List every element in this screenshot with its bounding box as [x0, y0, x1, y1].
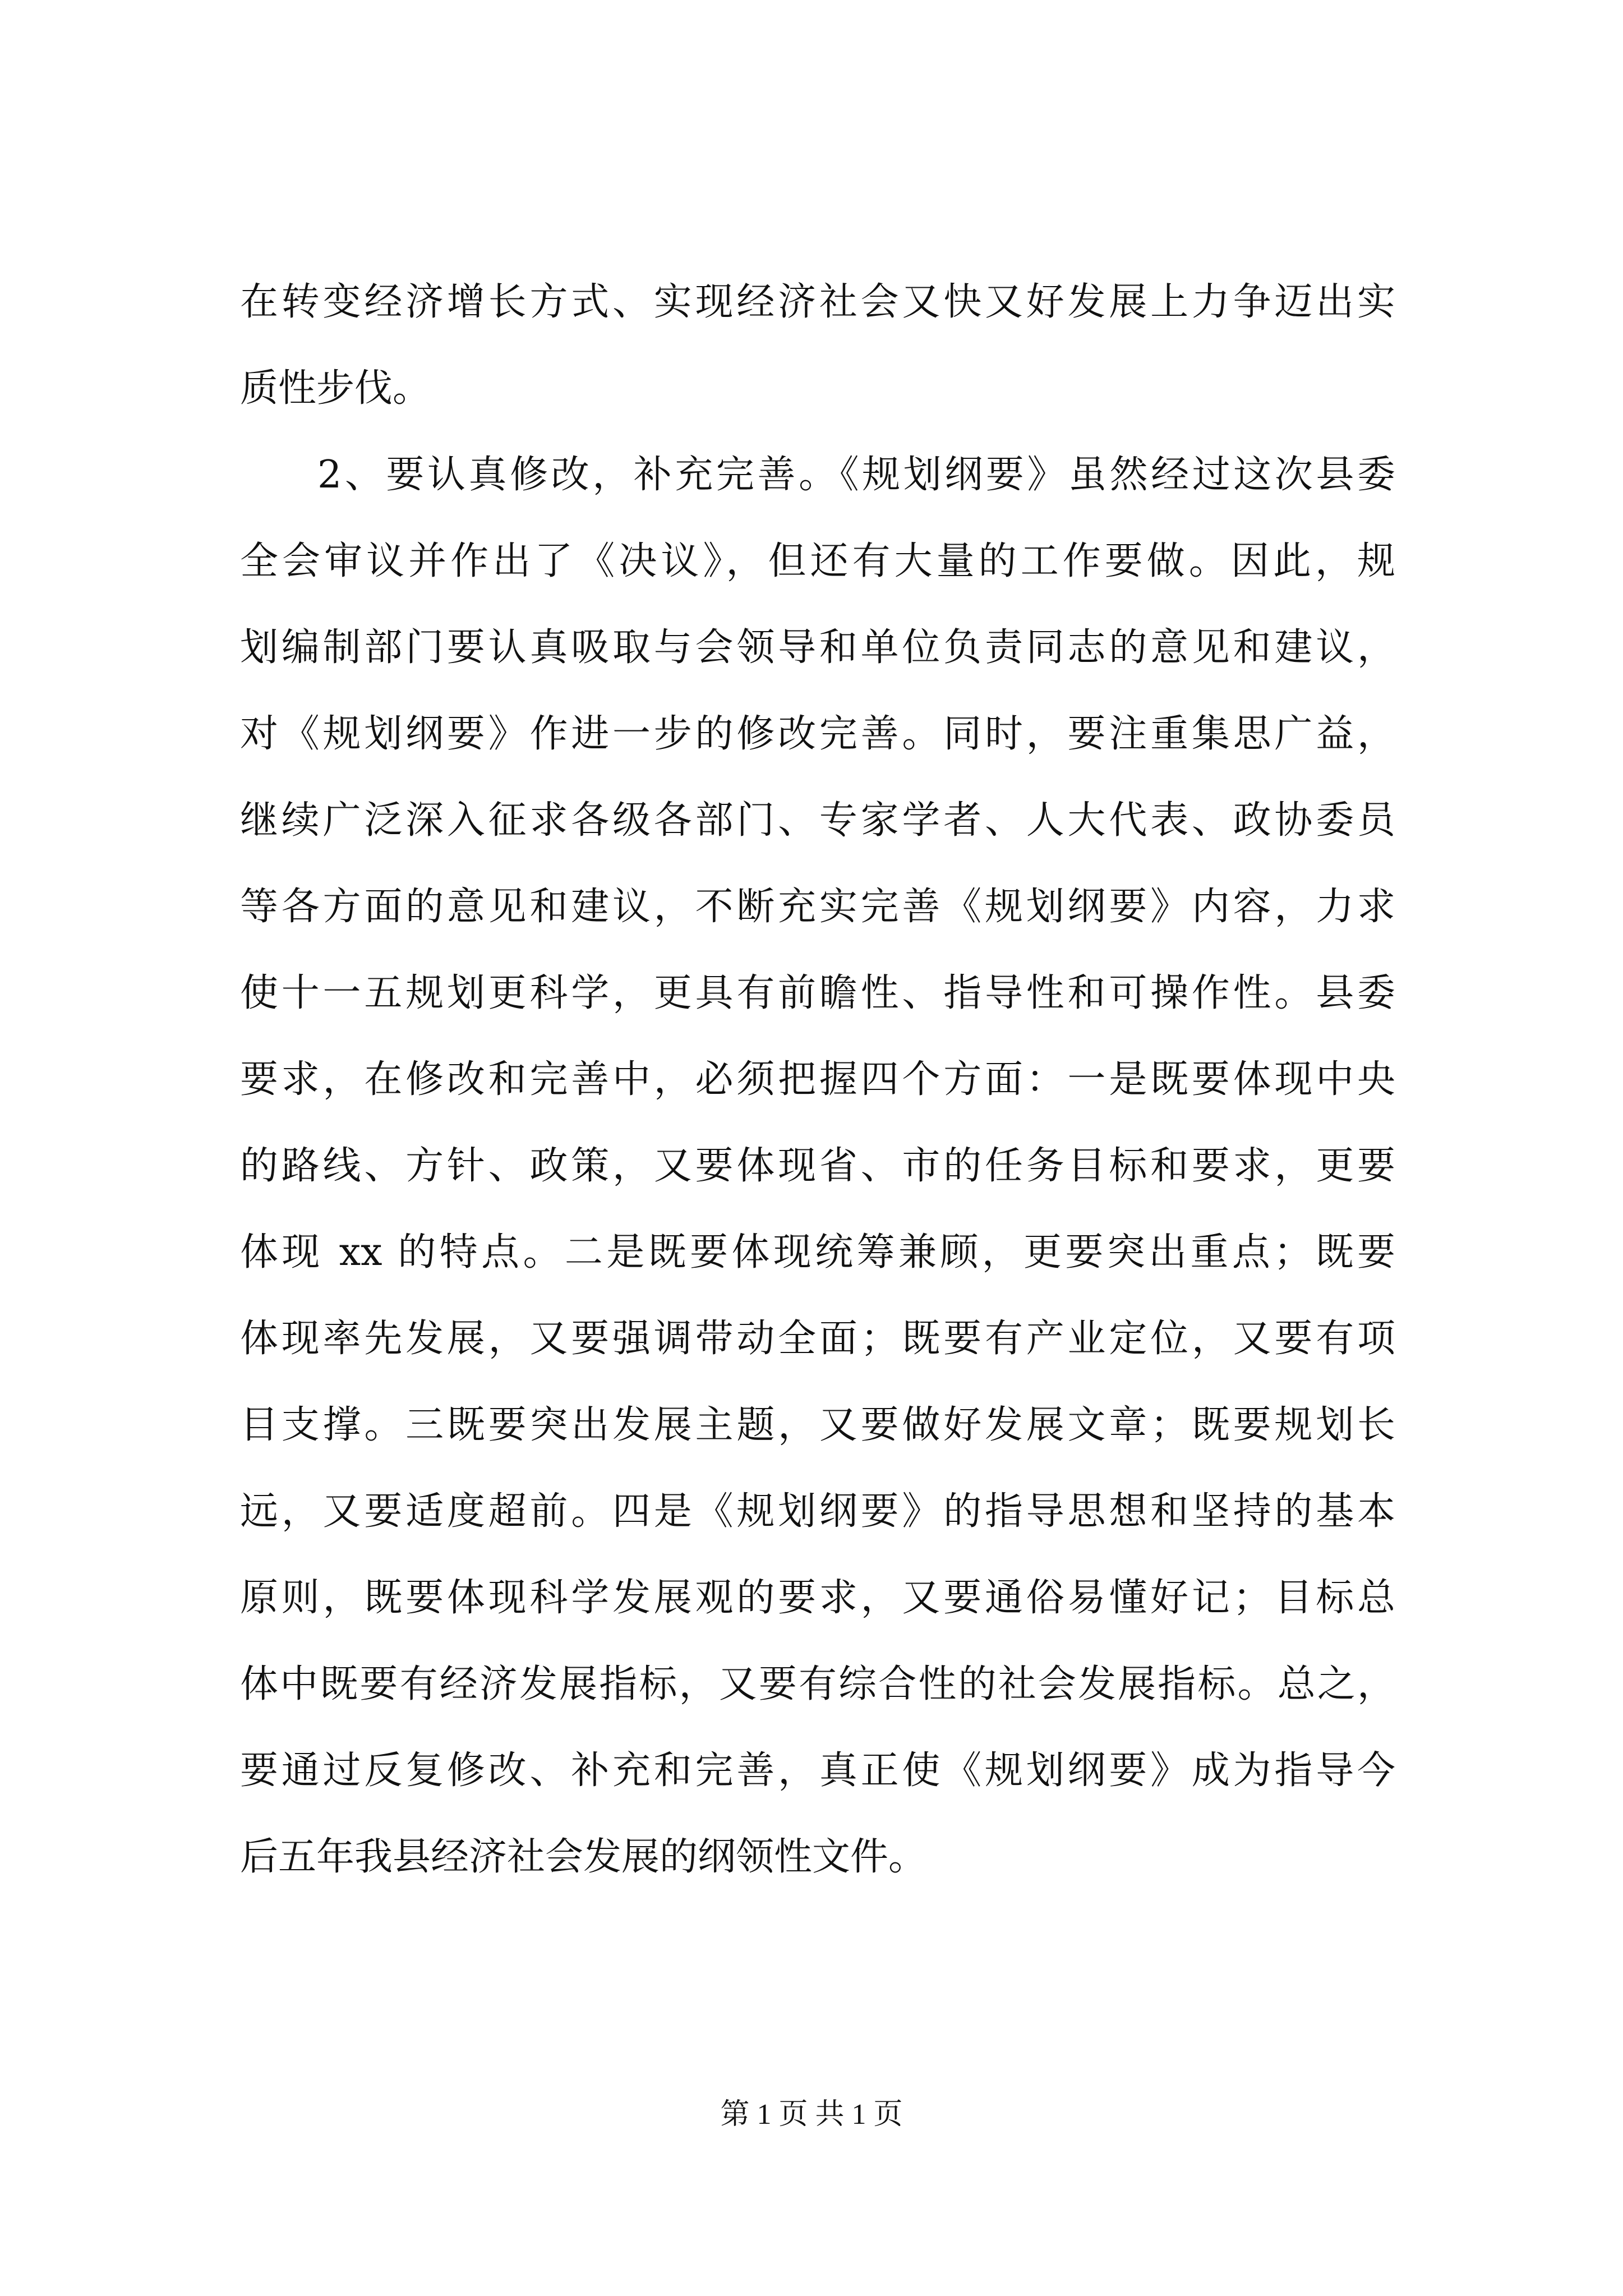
text-line: 要求，在修改和完善中，必须把握四个方面：一是既要体现中央 — [240, 1057, 1395, 1102]
text-line: 使十一五规划更科学，更具有前瞻性、指导性和可操作性。县委 — [240, 971, 1395, 1015]
text-line: 在转变经济增长方式、实现经济社会又快又好发展上力争迈出实 — [240, 280, 1395, 324]
text-line: 目支撑。三既要突出发展主题，又要做好发展文章；既要规划长 — [240, 1403, 1395, 1447]
page-number-footer: 第 1 页 共 1 页 — [720, 2099, 903, 2131]
text-line: 体中既要有经济发展指标，又要有综合性的社会发展指标。总之， — [240, 1662, 1395, 1706]
text-line: 的路线、方针、政策，又要体现省、市的任务目标和要求，更要 — [240, 1144, 1395, 1188]
text-line: 等各方面的意见和建议，不断充实完善《规划纲要》内容，力求 — [240, 885, 1395, 929]
text-line: 体现率先发展，又要强调带动全面；既要有产业定位，又要有项 — [240, 1317, 1395, 1361]
text-line: 质性步伐。 — [240, 366, 431, 411]
text-line: 远，又要适度超前。四是《规划纲要》的指导思想和坚持的基本 — [240, 1489, 1395, 1534]
text-line: 后五年我县经济社会发展的纲领性文件。 — [240, 1835, 927, 1879]
paragraph-first-line: 2、要认真修改，补充完善。《规划纲要》虽然经过这次县委 — [317, 453, 1395, 497]
text-line: 要通过反复修改、补充和完善，真正使《规划纲要》成为指导今 — [240, 1749, 1395, 1793]
text-line: 原则，既要体现科学发展观的要求，又要通俗易懂好记；目标总 — [240, 1576, 1395, 1620]
text-line: 体现 xx 的特点。二是既要体现统筹兼顾，更要突出重点；既要 — [240, 1230, 1395, 1274]
text-line: 划编制部门要认真吸取与会领导和单位负责同志的意见和建议， — [240, 625, 1395, 670]
text-line: 全会审议并作出了《决议》，但还有大量的工作要做。因此，规 — [240, 539, 1395, 583]
body-text — [240, 259, 1395, 1901]
text-line: 继续广泛深入征求各级各部门、专家学者、人大代表、政协委员 — [240, 798, 1395, 843]
text-line: 对《规划纲要》作进一步的修改完善。同时，要注重集思广益， — [240, 712, 1395, 756]
